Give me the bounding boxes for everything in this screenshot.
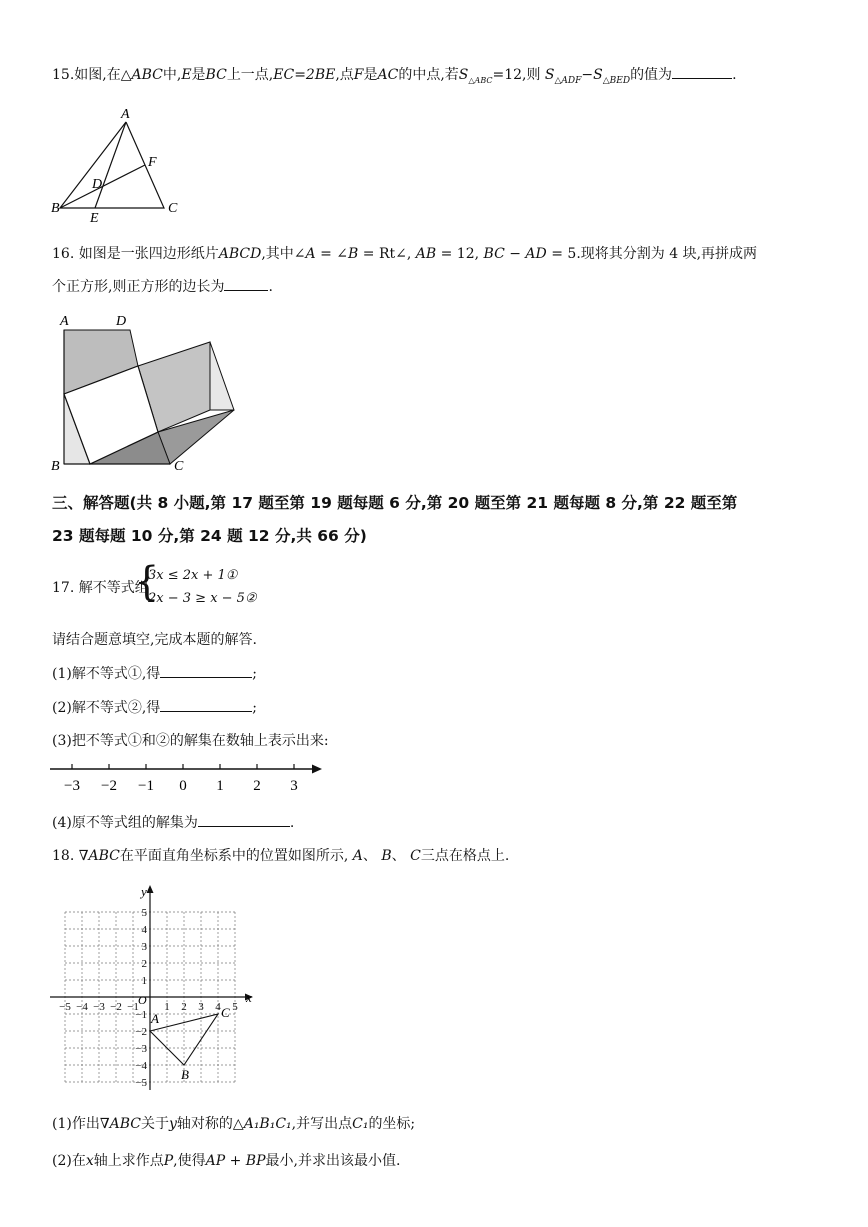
number-line-tick-label: −1 bbox=[138, 778, 154, 794]
number-line-tick-label: 3 bbox=[290, 778, 298, 794]
number-line-tick-label: 0 bbox=[179, 778, 187, 794]
label-e: E bbox=[90, 211, 99, 226]
origin-label: O bbox=[138, 993, 147, 1007]
q17-part3: (3)把不等式①和②的解集在数轴上表示出来: bbox=[52, 733, 329, 749]
q17-intro: 请结合题意填空,完成本题的解答. bbox=[52, 632, 257, 648]
x-tick-label: 5 bbox=[232, 1001, 238, 1013]
y-axis-arrow-icon bbox=[147, 885, 154, 893]
number-line-tick-label: −3 bbox=[64, 778, 80, 794]
arrow-icon bbox=[312, 765, 322, 774]
q16-answer-blank[interactable] bbox=[224, 276, 268, 291]
q17-part1-blank[interactable] bbox=[160, 663, 252, 678]
label-d: D bbox=[116, 314, 127, 329]
number-line-tick-label: −2 bbox=[101, 778, 117, 794]
q17-number-line[interactable] bbox=[50, 760, 330, 796]
label-c: C bbox=[174, 459, 184, 474]
label-c: C bbox=[168, 201, 178, 216]
x-tick-label: −4 bbox=[76, 1001, 88, 1013]
y-tick-label: 2 bbox=[141, 958, 147, 970]
q17-part2: (2)解不等式②,得 ; bbox=[52, 697, 257, 718]
y-tick-label: 3 bbox=[141, 941, 147, 953]
point-b-label: B bbox=[181, 1067, 189, 1082]
label-b: B bbox=[51, 201, 60, 216]
q18-coordinate-graph[interactable] bbox=[50, 880, 260, 1090]
x-tick-label: −1 bbox=[127, 1001, 139, 1013]
q16-text-line2: 个正方形,则正方形的边长为 . bbox=[52, 276, 273, 297]
point-c-label: C bbox=[221, 1005, 230, 1020]
x-tick-label: −3 bbox=[93, 1001, 105, 1013]
point-a-label: A bbox=[151, 1011, 159, 1026]
number-line-tick-label: 1 bbox=[216, 778, 224, 794]
q17-part1: (1)解不等式①,得 ; bbox=[52, 663, 257, 684]
segment-ae bbox=[95, 122, 126, 208]
y-tick-label: −4 bbox=[135, 1060, 147, 1072]
y-axis-label: y bbox=[141, 884, 147, 899]
label-f: F bbox=[148, 155, 157, 170]
x-tick-label: −5 bbox=[59, 1001, 71, 1013]
segment-bf bbox=[60, 165, 145, 208]
piece-right-triangle bbox=[210, 342, 234, 410]
q18-part1: (1)作出∇ABC关于y轴对称的△A₁B₁C₁,并写出点C₁的坐标; bbox=[52, 1116, 416, 1132]
x-tick-label: 3 bbox=[198, 1001, 204, 1013]
x-tick-label: −2 bbox=[110, 1001, 122, 1013]
x-tick-label: 2 bbox=[181, 1001, 187, 1013]
section3-heading-line1: 三、解答题(共 8 小题,第 17 题至第 19 题每题 6 分,第 20 题至第 21 题每题 8 分,第 22 题至第 bbox=[52, 494, 738, 512]
q17-part4: (4)原不等式组的解集为 . bbox=[52, 812, 294, 833]
q16-text-line1: 16. 如图是一张四边形纸片ABCD,其中∠A = ∠B = Rt∠, AB = 12, BC − AD = 5.现将其分割为 4 块,再拼成两 bbox=[52, 246, 758, 262]
y-tick-label: −3 bbox=[135, 1043, 147, 1055]
q17-inequality-2: 2x − 3 ≥ x − 5② bbox=[148, 591, 257, 606]
q17-brace: { bbox=[134, 559, 160, 605]
label-a: A bbox=[121, 107, 130, 122]
x-tick-label: 4 bbox=[215, 1001, 221, 1013]
y-tick-label: 5 bbox=[141, 907, 147, 919]
y-tick-label: 1 bbox=[141, 975, 147, 987]
q17-part4-blank[interactable] bbox=[198, 812, 290, 827]
x-tick-label: 1 bbox=[164, 1001, 170, 1013]
q17-text: 17. 解不等式组 bbox=[52, 580, 149, 596]
y-tick-label: −1 bbox=[135, 1009, 147, 1021]
label-a: A bbox=[60, 314, 69, 329]
q16-squares-figure bbox=[48, 308, 248, 473]
q15-text: 15.如图,在△ABC中,E是BC上一点,EC=2BE,点F是AC的中点,若$S_{\triangle ABC}=12$,则 $S_{\triangle ADF}-S_{\triangle BED}$的值为 . bbox=[52, 64, 737, 91]
y-tick-label: −5 bbox=[135, 1077, 147, 1089]
q17-inequality-1: 3x ≤ 2x + 1① bbox=[148, 568, 238, 583]
y-tick-label: −2 bbox=[135, 1026, 147, 1038]
q17-part2-blank[interactable] bbox=[160, 697, 252, 712]
q15-answer-blank[interactable] bbox=[672, 64, 732, 79]
label-d: D bbox=[92, 177, 103, 192]
q18-part2: (2)在x轴上求作点P,使得AP + BP最小,并求出该最小值. bbox=[52, 1153, 401, 1169]
section3-heading-line2: 23 题每题 10 分,第 24 题 12 分,共 66 分) bbox=[52, 527, 367, 545]
x-axis-label: x bbox=[246, 990, 252, 1005]
q15-triangle-figure bbox=[48, 100, 188, 225]
y-tick-label: 4 bbox=[141, 924, 147, 936]
label-b: B bbox=[51, 459, 60, 474]
q18-text: 18. ∇ABC在平面直角坐标系中的位置如图所示, A、 B、 C三点在格点上. bbox=[52, 848, 510, 864]
number-line-tick-label: 2 bbox=[253, 778, 261, 794]
